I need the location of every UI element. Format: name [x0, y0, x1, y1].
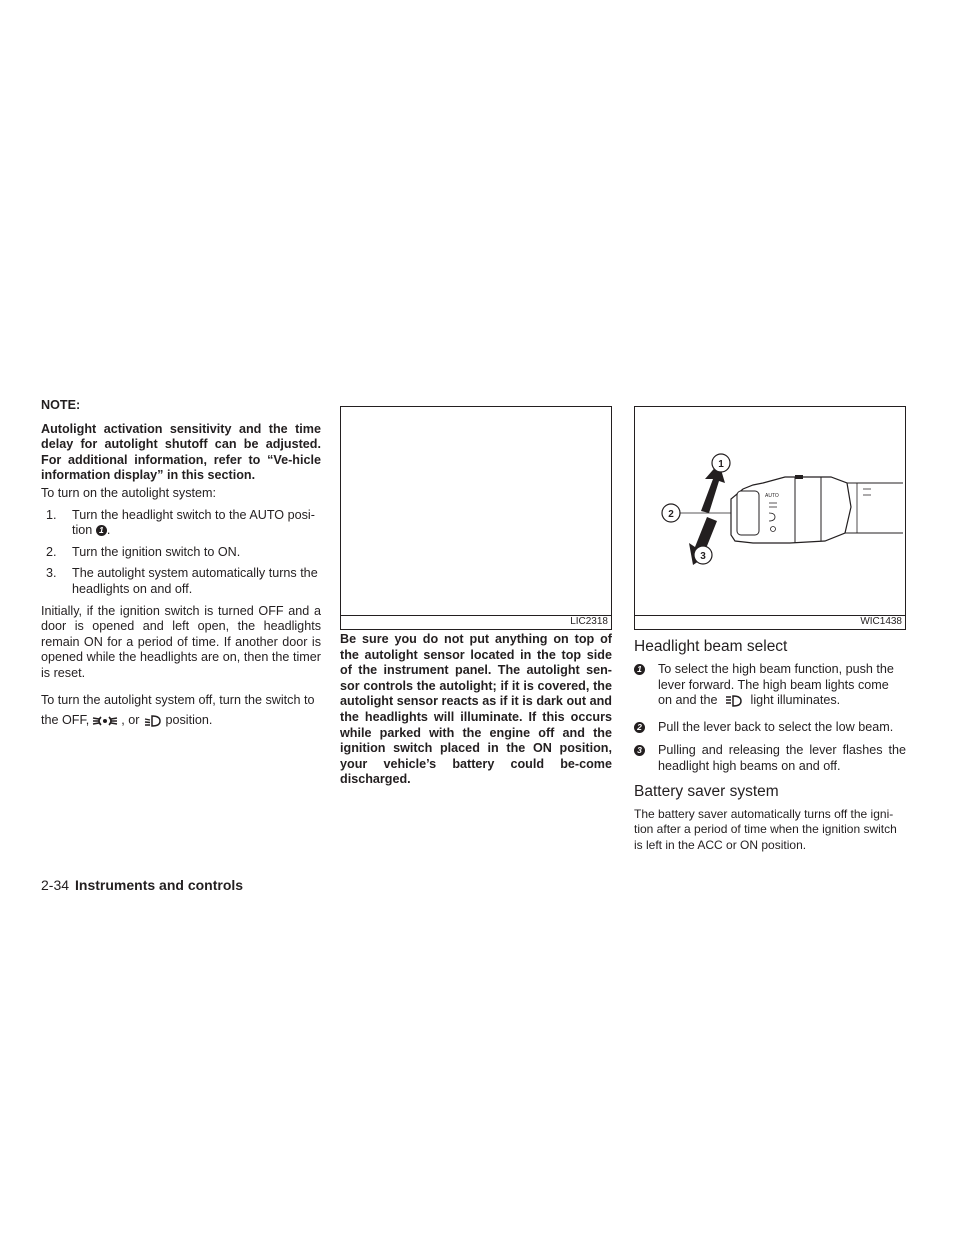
- figure-autolight-sensor: [340, 406, 612, 630]
- callout-2-label: 2: [668, 509, 674, 520]
- beam-item-text-end: light illuminates.: [750, 693, 841, 708]
- middle-column: [340, 406, 612, 788]
- step-number: 2.: [46, 544, 57, 559]
- initially-paragraph: Initially, if the ignition switch is turned OFF and a door is opened and left open, the headlights remain ON for a period of time. If another door is opened while the headlights are on, then the timer is reset.: [41, 603, 321, 680]
- beam-item-text: To select the high beam function, push the lever forward. The high beam lights come on and the: [658, 662, 894, 708]
- page-number: 2-34: [41, 877, 70, 893]
- battery-text: The battery saver automatically turns off the igni-tion after a period of time when the ignition switch is left in the ACC or ON position.: [634, 806, 897, 852]
- note-text: Autolight activation sensitivity and the time delay for autolight shutoff can be adjusted. For additional information, refer to “Ve-hicle information display” in this section.: [41, 421, 321, 483]
- note-heading: NOTE:: [41, 398, 81, 412]
- high-beam-icon: [724, 695, 744, 712]
- turn-off-text-b: , or: [121, 712, 140, 727]
- callout-1-label: 1: [718, 459, 724, 470]
- step-text-end: .: [106, 523, 111, 538]
- headlight-icon: [143, 713, 163, 733]
- page-footer: [41, 876, 243, 894]
- step-text: Turn the headlight switch to the AUTO posi-tion: [72, 507, 315, 538]
- callout-3-label: 3: [700, 551, 706, 562]
- figure-code: WIC1438: [860, 616, 902, 627]
- list-item: [634, 743, 906, 774]
- warning-text: Be sure you do not put anything on top of the autolight sensor located in the top side of the instrument panel. The autolight sen-sor controls the autolight; if it is covered, the autolight sensor reacts as if it is dark out and the headlights will illuminate. If this occurs while parked with the engine off and the ignition switch placed in the ON position, your vehicle’s battery could be-come discharged.: [340, 632, 612, 787]
- turn-off-text-c: position.: [165, 712, 213, 727]
- list-item: [41, 545, 321, 561]
- beam-heading: Headlight beam select: [634, 638, 788, 655]
- step-number: 1.: [46, 507, 57, 522]
- callout-circle: 3: [634, 745, 645, 756]
- switch-auto-label: AUTO: [765, 493, 779, 499]
- callout-circle: 1: [96, 525, 107, 536]
- steps-list: [41, 508, 321, 598]
- intro-text: To turn on the autolight system:: [41, 485, 217, 500]
- beam-item-text: Pulling and releasing the lever flashes the headlight high beams on and off.: [658, 743, 906, 773]
- left-column: [41, 398, 321, 733]
- turn-off-paragraph: [41, 690, 321, 733]
- beam-item-text: Pull the lever back to select the low beam.: [658, 719, 894, 734]
- step-number: 3.: [46, 566, 57, 581]
- parking-light-icon: [92, 713, 118, 733]
- turn-off-text-a: To turn the autolight system off, turn the switch to the OFF,: [41, 692, 315, 727]
- right-column: [634, 406, 906, 853]
- step-text: Turn the ignition switch to ON.: [72, 544, 241, 559]
- figure-code: LIC2318: [570, 616, 608, 627]
- list-item: [634, 662, 906, 712]
- battery-heading: Battery saver system: [634, 782, 779, 800]
- section-title: Instruments and controls: [75, 877, 244, 893]
- list-item: [41, 508, 321, 539]
- lever-illustration: [635, 407, 905, 615]
- list-item: [41, 566, 321, 597]
- callout-circle: 1: [634, 664, 645, 675]
- callout-circle: 2: [634, 722, 645, 733]
- step-text: The autolight system automatically turns the headlights on and off.: [72, 566, 318, 596]
- list-item: [634, 720, 906, 736]
- figure-headlight-lever: [634, 406, 906, 630]
